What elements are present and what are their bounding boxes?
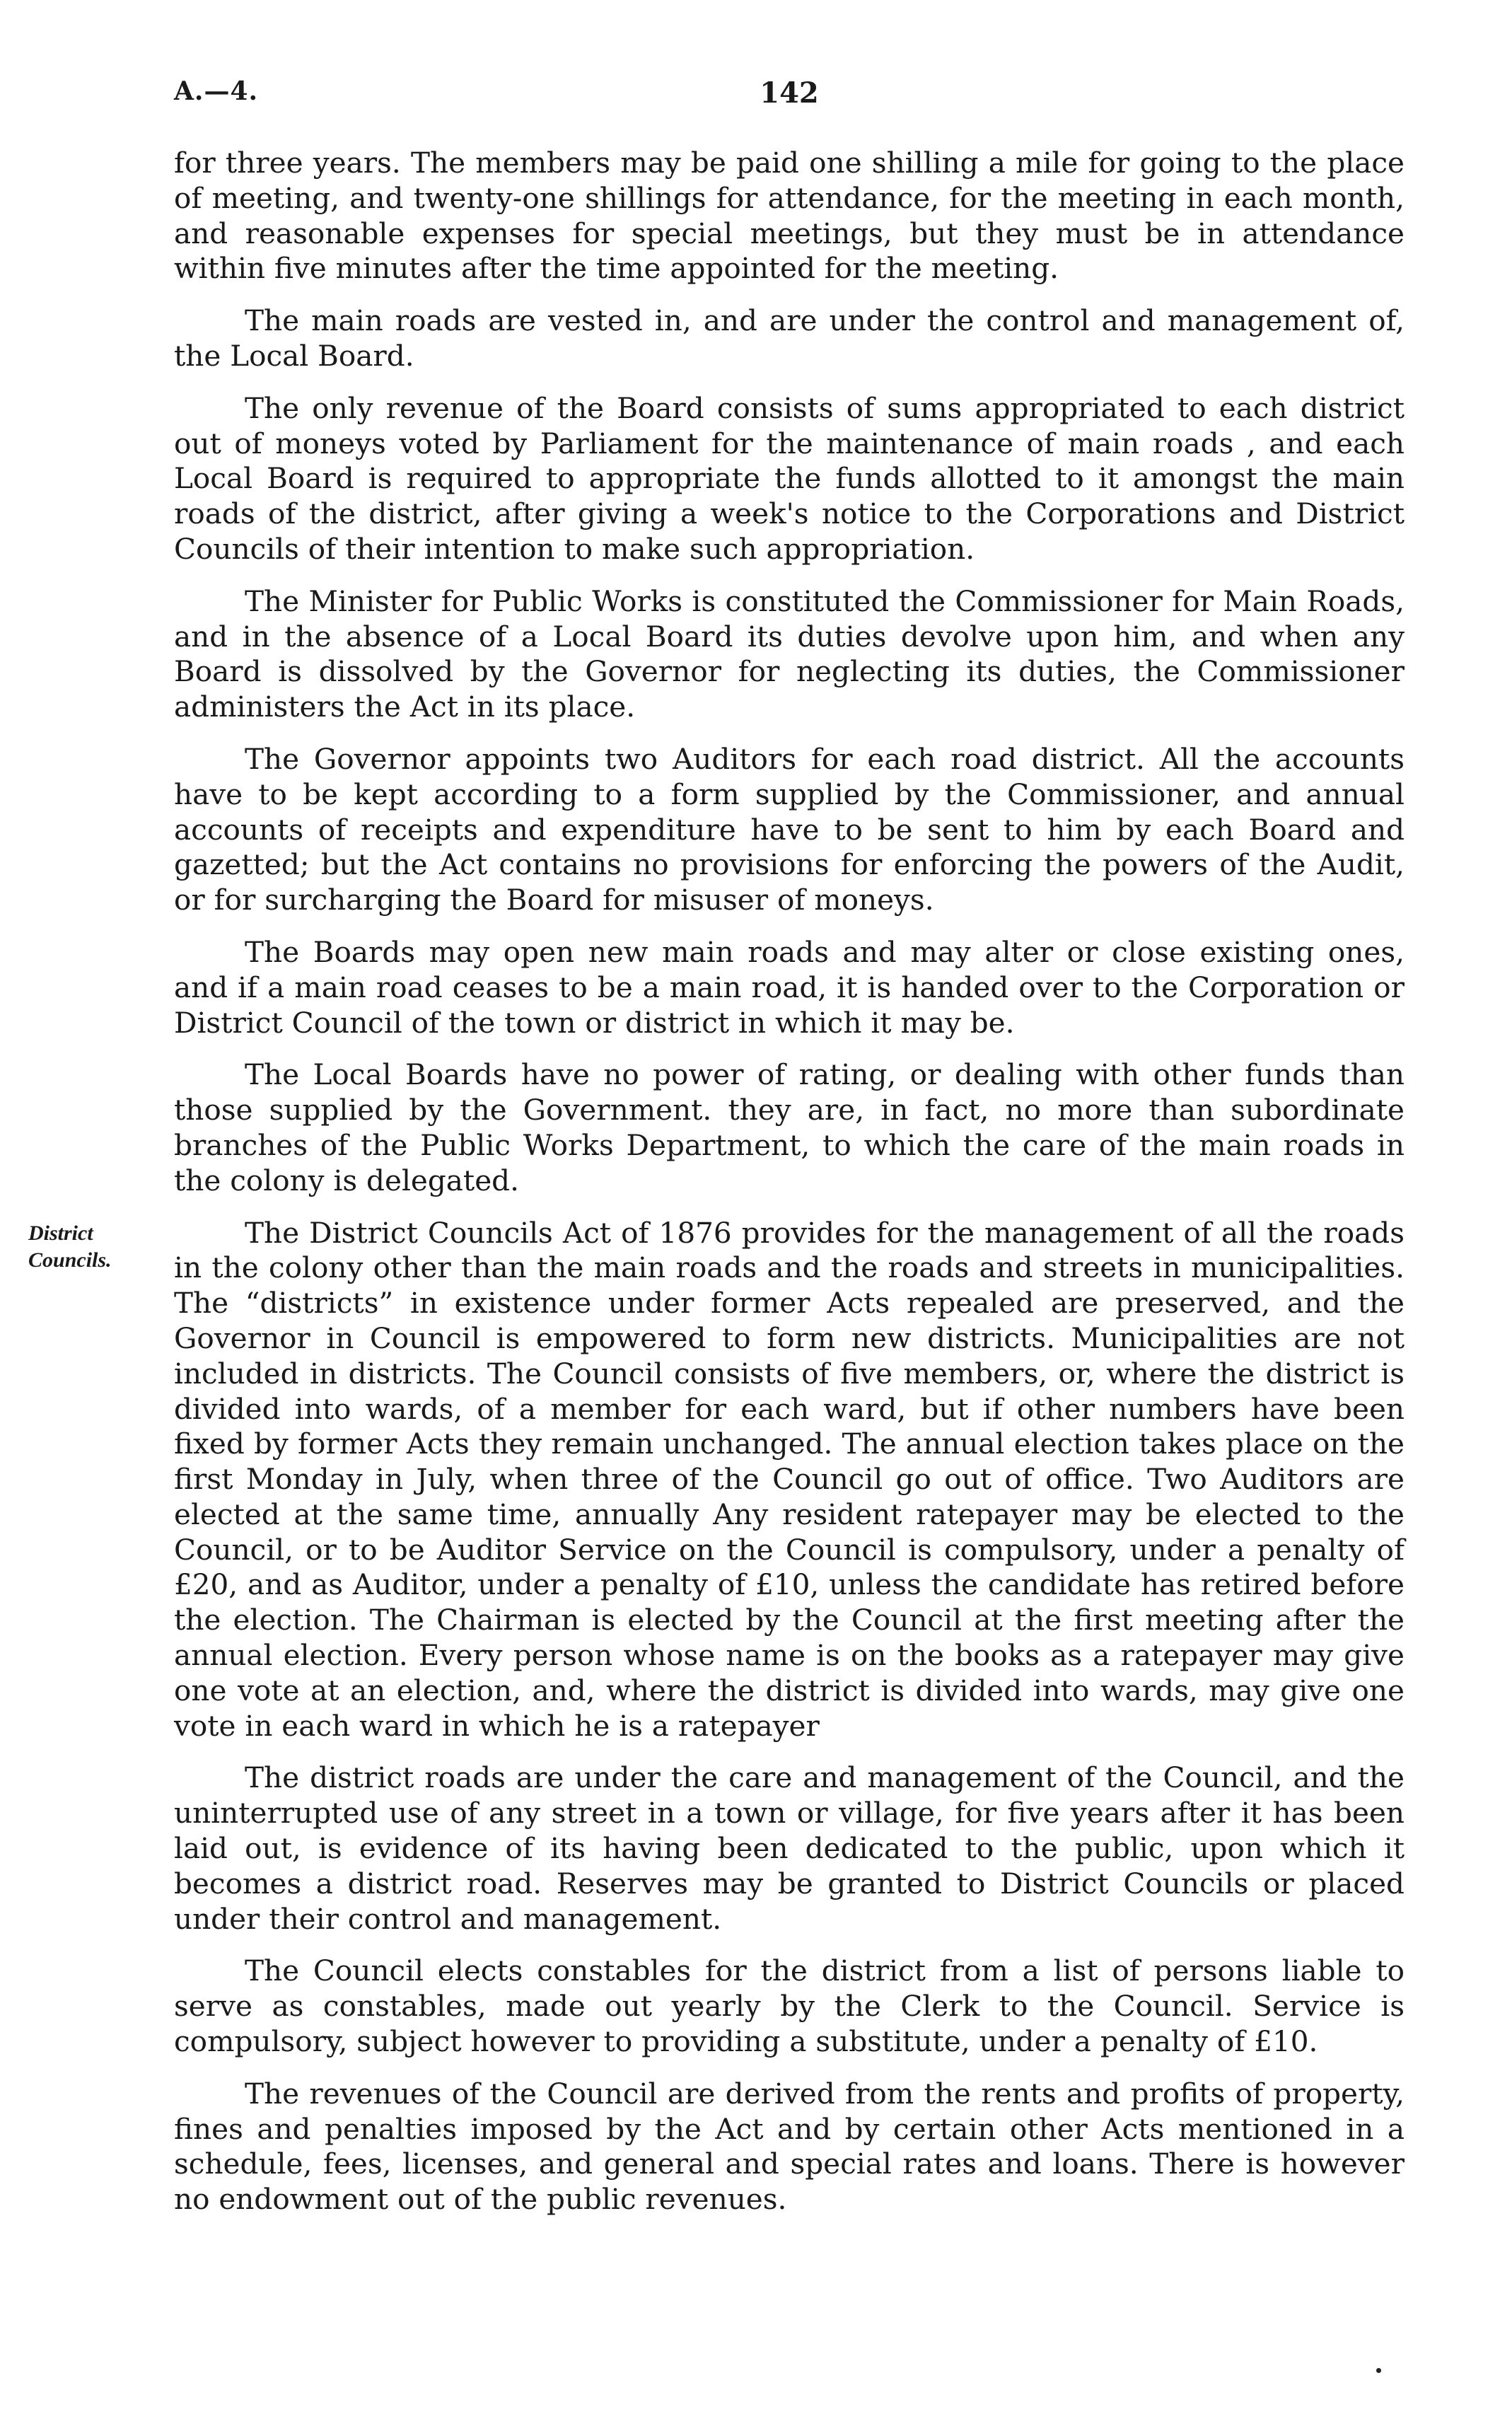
paragraph-8: The District Councils Act of 1876 provides for the management of all the roads in the colony other than the main roads and the roads and streets in municipalities. The “districts” in existence under former Acts repealed are preserved, and the Governor in Council is empowered to form new districts. Municipalities are not included in districts. The Council consists of five members, or, where the district is divided into wards, of a member for each ward, but if other numbers have been fixed by former Acts they remain unchanged. The annual election takes place on the first Monday in July, when three of the Council go out of office. Two Auditors are elected at the same time, annually Any resident ratepayer may be elected to the Council, or to be Auditor Service on the Council is compulsory, under a penalty of £20, and as Auditor, under a penalty of £10, unless the candidate has retired before the election. The Chairman is elected by the Council at the first meeting after the annual election. Every person whose name is on the books as a ratepayer may give one vote at an election, and, where the district is divided into wards, may give one vote in each ward in which he is a ratepayer xyxy=(174,1215,1405,1743)
paragraph-4: The Minister for Public Works is constituted the Commissioner for Main Roads, and in the absence of a Local Board its duties devolve upon him, and when any Board is dissolved by the Governor for neglecting its duties, the Commissioner administers the Act in its place. xyxy=(174,584,1405,724)
paragraph-3: The only revenue of the Board consists of sums appropriated to each district out of moneys voted by Parliament for the maintenance of main roads , and each Local Board is required to appropriate the funds allotted to it amongst the main roads of the district, after giving a week's notice to the Corporations and District Councils of their intention to make such appropriation. xyxy=(174,390,1405,566)
document-code: A.—4. xyxy=(174,76,259,106)
stray-print-mark xyxy=(1376,2368,1381,2373)
margin-note-line-1: District xyxy=(28,1221,93,1245)
paragraph-1: for three years. The members may be paid one shilling a mile for going to the place of meeting, and twenty-one shillings for attendance, for the meeting in each month, and reasonable expenses for special meetings, but they must be in attendance within five minutes after the time appointed for the meeting. xyxy=(174,146,1405,286)
running-header xyxy=(174,76,1405,119)
body-text xyxy=(28,146,1405,2217)
paragraph-7: The Local Boards have no power of rating, or dealing with other funds than those supplied by the Government. they are, in fact, no more than subordinate branches of the Public Works Department, to which the care of the main roads in the colony is delegated. xyxy=(174,1057,1405,1197)
page-number: 142 xyxy=(760,76,819,110)
paragraph-11: The revenues of the Council are derived from the rents and profits of property, fines and penalties imposed by the Act and by certain other Acts mentioned in a schedule, fees, licenses, and general and special rates and loans. There is however no endowment out of the public revenues. xyxy=(174,2076,1405,2217)
paragraph-10: The Council elects constables for the district from a list of persons liable to serve as constables, made out yearly by the Clerk to the Council. Service is compulsory, subject however to providing a substitute, under a penalty of £10. xyxy=(174,1954,1405,2059)
paragraph-2: The main roads are vested in, and are under the control and management of, the Local Board. xyxy=(174,303,1405,373)
district-councils-section xyxy=(28,1215,1405,1744)
paragraph-5: The Governor appoints two Auditors for each road district. All the accounts have to be kept according to a form supplied by the Commissioner, and annual accounts of receipts and expenditure have to be sent to him by each Board and gazetted; but the Act contains no provisions for enforcing the powers of the Audit, or for surcharging the Board for misuser of moneys. xyxy=(174,741,1405,917)
margin-note-line-2: Councils. xyxy=(28,1248,112,1272)
margin-note xyxy=(28,1220,163,1274)
paragraph-9: The district roads are under the care and management of the Council, and the uninterrupted use of any street in a town or village, for five years after it has been laid out, is evidence of its having been dedicated to the public, upon which it becomes a district road. Reserves may be granted to District Councils or placed under their control and management. xyxy=(174,1760,1405,1936)
paragraph-6: The Boards may open new main roads and may alter or close existing ones, and if a main road ceases to be a main road, it is handed over to the Corporation or District Council of the town or district in which it may be. xyxy=(174,934,1405,1040)
